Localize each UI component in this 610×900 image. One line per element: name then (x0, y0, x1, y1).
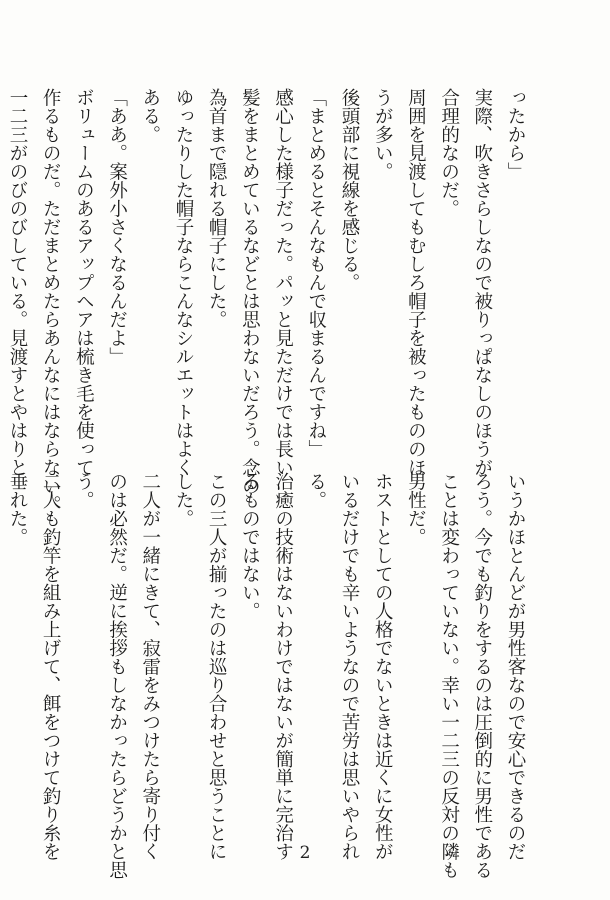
text-line: 「まとめるとそんなもんで収まるんですね」 (305, 88, 327, 458)
text-line: 合理的なのだ。 (438, 88, 460, 218)
text-line: ゆったりした帽子ならこんなシルエットはよく (172, 88, 194, 477)
text-line: 二人も釣竿を組み上げて、餌をつけて釣り糸を (40, 472, 62, 861)
text-line: ホストとしての人格でないときは近くに女性が (372, 472, 394, 861)
text-line: 治癒の技術はないわけではないが簡単に完治す (272, 472, 294, 861)
text-line: した。 (172, 472, 194, 528)
text-line: うが多い。 (372, 88, 394, 181)
text-line: 一二三がのびのびしている。見渡すとやはりと (6, 88, 28, 477)
text-line: る。 (305, 472, 327, 509)
text-line: のは必然だ。逆に挨拶もしなかったらどうかと思 (106, 472, 128, 879)
page-number: 2 (299, 843, 311, 863)
text-line: 周囲を見渡してもむしろ帽子を被ったもののほ (405, 88, 427, 477)
text-line: ボリュームのあるアップヘアは梳き毛を使って (73, 88, 95, 477)
text-block-lower (6, 472, 532, 879)
text-line: 「ああ。案外小さくなるんだよ」 (106, 88, 128, 366)
text-line: う。 (73, 472, 95, 509)
text-line: 感心した様子だった。パッと見ただけでは長い (272, 88, 294, 477)
text-line: ろう。今でも釣りをするのは圧倒的に男性である (471, 472, 493, 879)
text-line: 男性だ。 (405, 472, 427, 546)
text-line: いるだけでも辛いようなので苦労は思いやられ (338, 472, 360, 861)
text-line: ことは変わっていない。幸い一二三の反対の隣も (438, 472, 460, 879)
text-line: いうかほとんどが男性客なので安心できるのだ (505, 472, 526, 861)
text-line: 垂れた。 (6, 472, 28, 546)
text-line: 二人が一緒にきて、寂雷をみつけたら寄り付く (139, 472, 161, 861)
text-line: 髪をまとめているなどとは思わないだろう。念の (239, 88, 261, 495)
text-line: 後頭部に視線を感じる。 (338, 88, 360, 292)
text-line: 実際、吹きさらしなので被りっぱなしのほうが (471, 88, 493, 477)
text-line: ある。 (139, 88, 161, 144)
text-line: 作るものだ。ただまとめたらあんなにはならない。 (40, 88, 62, 514)
text-line: 為首まで隠れる帽子にした。 (206, 88, 228, 329)
text-line: この三人が揃ったのは巡り合わせと思うことに (206, 472, 228, 861)
text-line: るものではない。 (239, 472, 261, 620)
text-line: ったから」 (505, 88, 526, 181)
